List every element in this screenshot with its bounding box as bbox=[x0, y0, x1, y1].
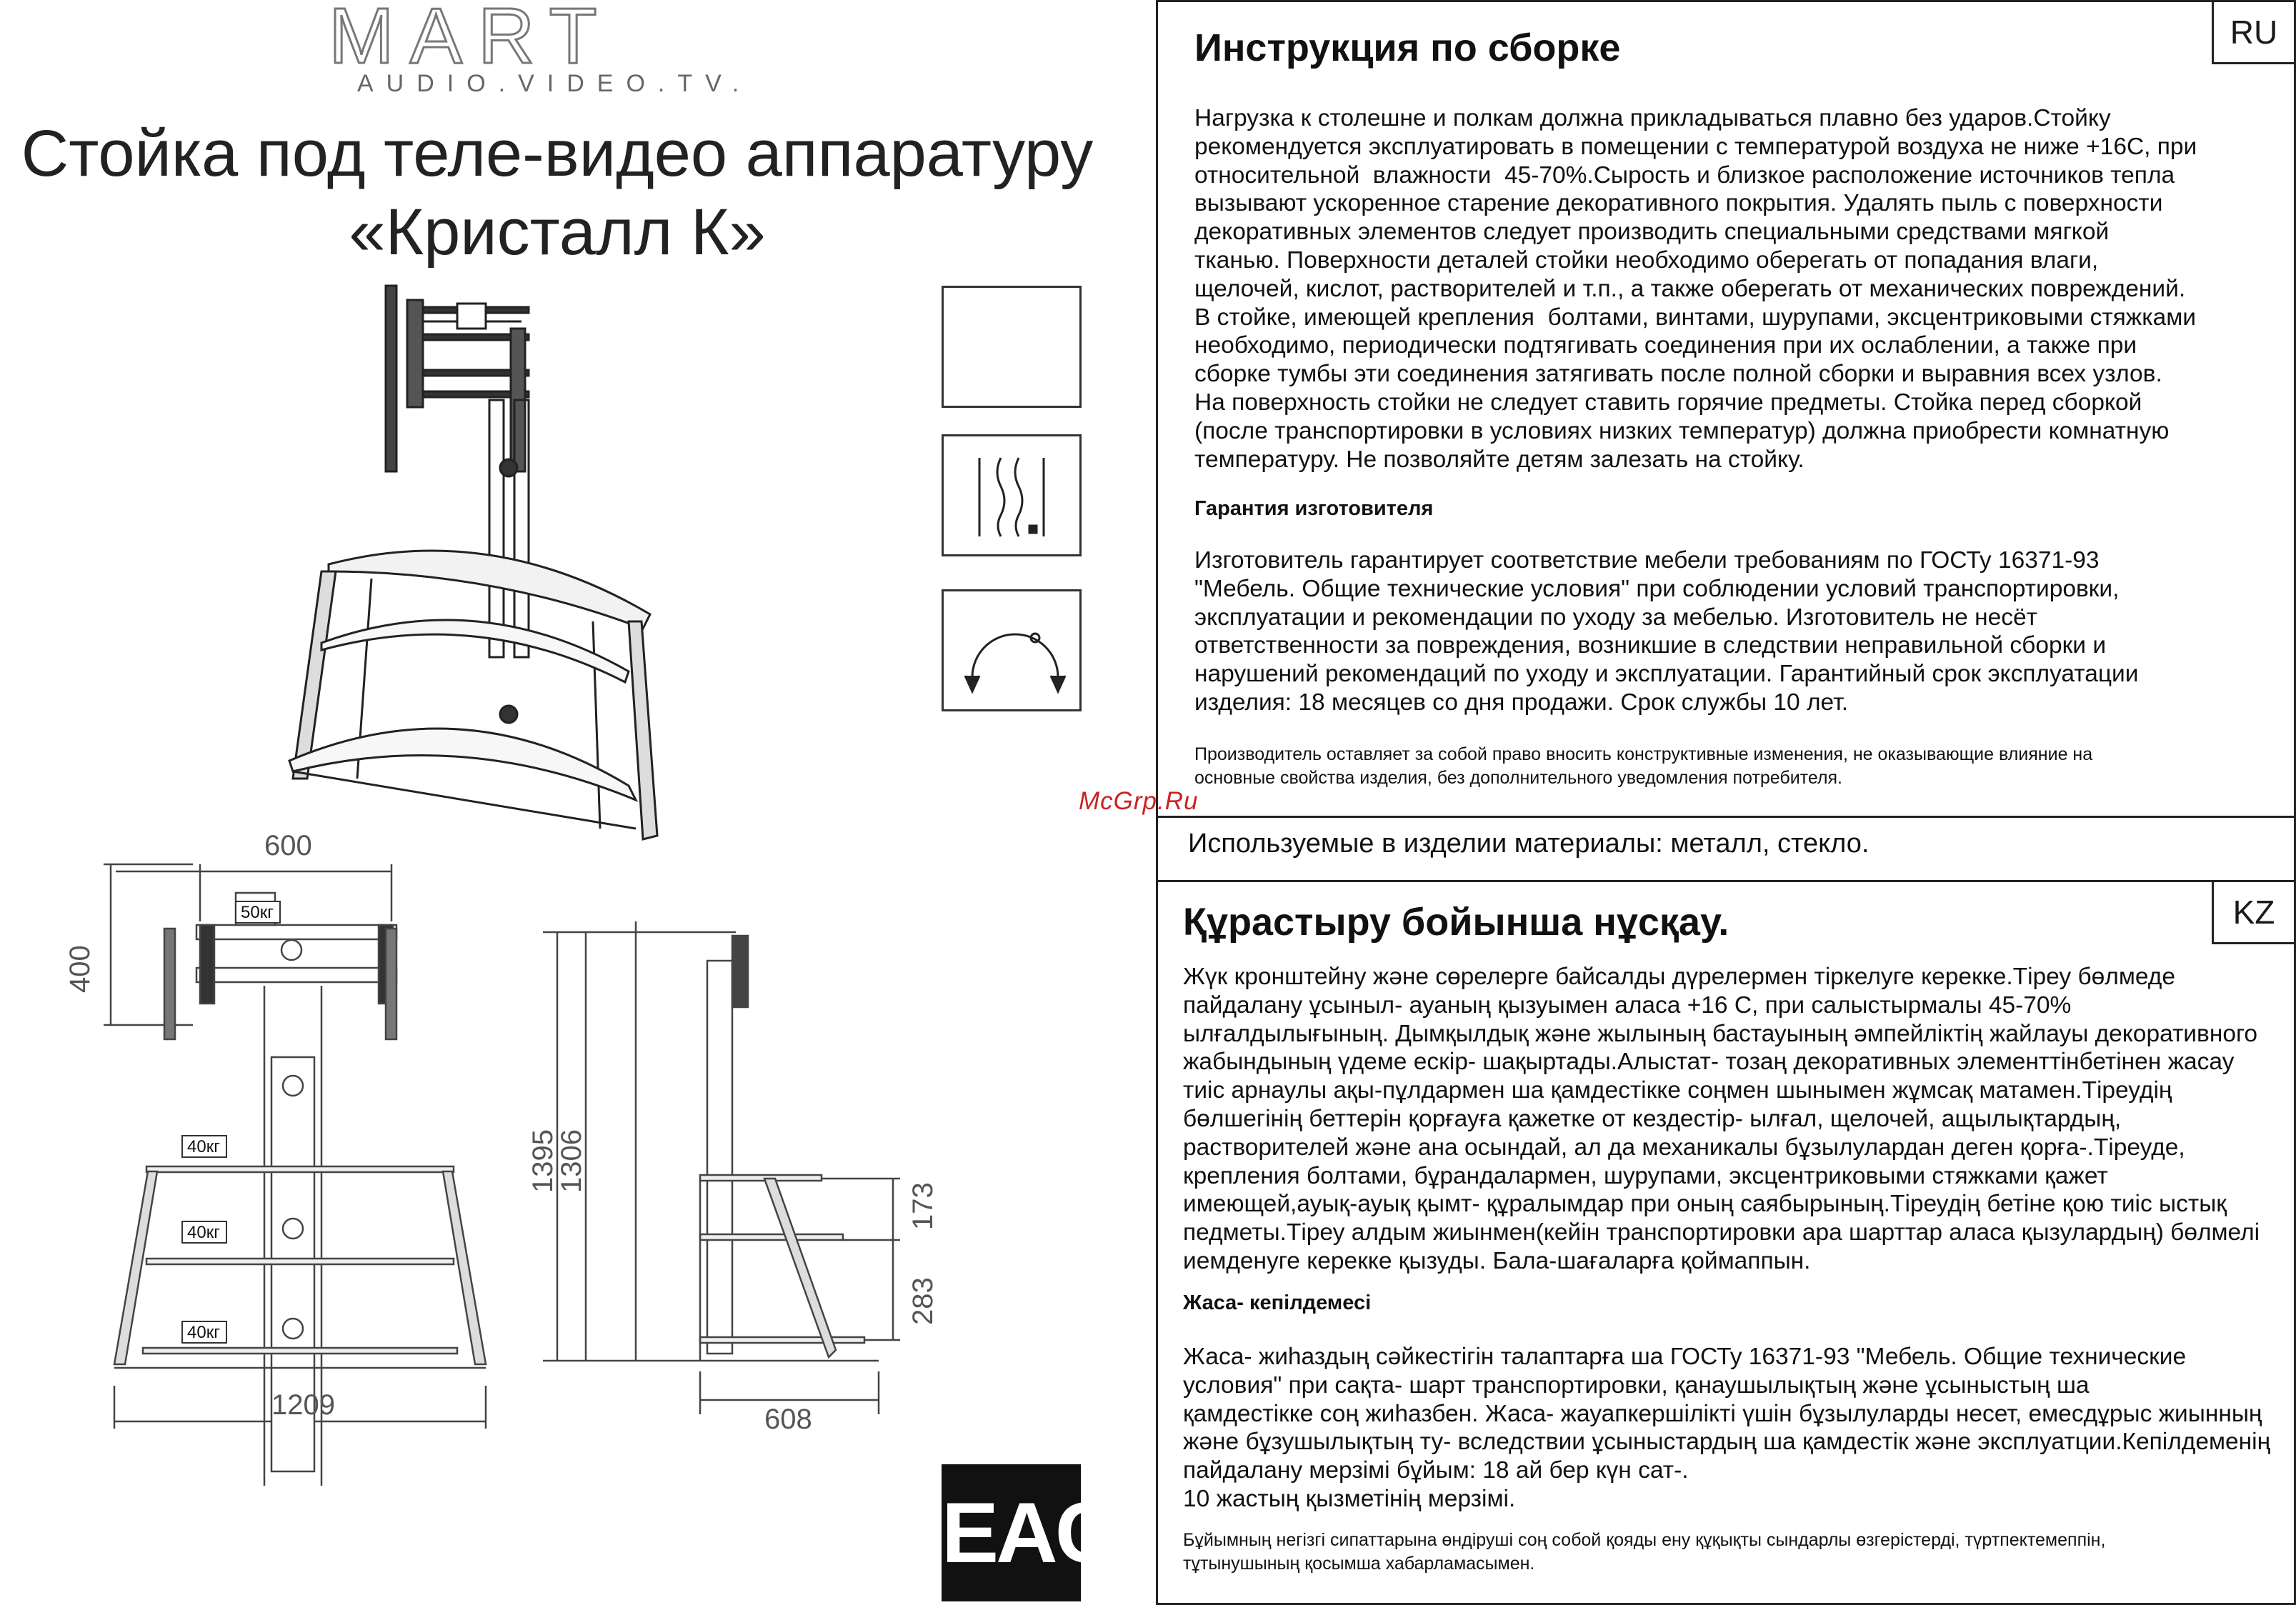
brand-name: MART bbox=[329, 0, 613, 80]
ru-p2-line: Изготовитель гарантирует соответствие мебели требованиям по ГОСТу 16371-93 bbox=[1194, 547, 2100, 574]
dim-shelf-gap: 173 bbox=[907, 1182, 939, 1230]
kz-paragraph1 bbox=[1183, 963, 2283, 1276]
load-label-shelf2: 40кг bbox=[187, 1223, 220, 1242]
ru-p1-line: щелочей, кислот, растворителей и т.п., а также оберегать от механических повреждений. bbox=[1194, 275, 2186, 302]
product-illustration bbox=[279, 286, 679, 857]
kz-p2-line: 10 жастың қызметінің мерзімі. bbox=[1183, 1485, 1516, 1512]
kz-warranty-heading: Жаса- кепілдемесі bbox=[1183, 1291, 1372, 1314]
ru-p1-line: рекомендуется эксплуатировать в помещении с температурой воздуха не ниже +16С, при bbox=[1194, 133, 2197, 160]
ru-p2-line: нарушений рекомендаций по уходу и эксплуатации. Гарантийный срок эксплуатации bbox=[1194, 661, 2139, 688]
title-line-2: «Кристалл К» bbox=[349, 196, 766, 269]
ru-p1-line: относительной влажности 45-70%.Сырость и близкое расположение источников тепла bbox=[1194, 161, 2175, 189]
ru-note-line: основные свойства изделия, без дополнительного уведомления потребителя. bbox=[1194, 768, 1842, 788]
icon-box-1 bbox=[942, 286, 1082, 408]
dim-width-top: 600 bbox=[264, 830, 312, 861]
eac-text: EAC bbox=[942, 1485, 1114, 1581]
kz-p2-line: және бұзушылықтың ту- вследствии ұсыныстардың ша қамдестік және эксплуатции.Кепілдеменің bbox=[1183, 1429, 2271, 1456]
kz-p2-line: Жаса- жиһаздың сәйкестігін талаптарға ша ГОСТу 16371-93 "Мебель. Общие технические bbox=[1183, 1344, 2187, 1370]
title-line-1: Стойка под теле-видео аппаратуру bbox=[21, 117, 1094, 190]
kz-heading: Құрастыру бойынша нұсқау. bbox=[1183, 901, 1730, 944]
icon-box-3 bbox=[942, 589, 1082, 711]
heat-wave-icon bbox=[944, 436, 1079, 554]
load-label-shelf3: 40кг bbox=[187, 1323, 220, 1342]
kz-p1-line: бөлшегінің беттерін қорғауға қажетке от кездестір- ылғал, щелочей, ащылықтардың, bbox=[1183, 1105, 2122, 1132]
kz-p1-line: крепления болтами, бұрандалармен, шурупами, эксцентриковыми стяжками қажет bbox=[1183, 1162, 2108, 1189]
ru-p2-line: ответственности за повреждения, возникшие в следствии неправильной сборки и bbox=[1194, 632, 2107, 659]
load-label-shelf1: 40кг bbox=[187, 1137, 220, 1156]
page-title bbox=[0, 114, 1114, 271]
kz-p1-line: тиіс арнаулы ақы-пұлдармен ша қамдестікке соңмен шынымен жұмсақ матамен.Тіреудің bbox=[1183, 1077, 2172, 1104]
ru-p2-line: изделия: 18 месяцев со дня продажи. Срок службы 10 лет. bbox=[1194, 689, 1849, 716]
square-outline-icon bbox=[944, 288, 1079, 406]
dim-bottom-shelf: 283 bbox=[907, 1277, 939, 1325]
side-view-drawing bbox=[521, 914, 939, 1443]
watermark: McGrp.Ru bbox=[1079, 787, 1199, 815]
ru-p1-line: сборке тумбы эти соединения затягивать после полной сборки и выравния всех узлов. bbox=[1194, 361, 2162, 388]
kz-p2-line: қамдестікке соң жиһазбен. Жаса- жауапкершілікті үшін бұзылуларды несет, емесдұрыс жиынның bbox=[1183, 1400, 2262, 1427]
ru-p1-line: (после транспортировки в условиях низких температур) должна приобрести комнатную bbox=[1194, 417, 2170, 444]
dim-depth: 608 bbox=[764, 1404, 812, 1435]
load-label-bracket: 50кг bbox=[241, 903, 274, 922]
kz-note-line: Бұйымның негізгі сипаттарына өндіруші соң собой қояды ену құқықты сындарлы өзгерістерді, түртпектемеппін, bbox=[1183, 1530, 2106, 1550]
kz-p2-line: пайдалану мерзімі бұйым: 18 ай бер күн сат-. bbox=[1183, 1457, 1689, 1484]
kz-p1-line: растворителей және ана осындай, ал да механикалы бұзылулардан деген қорға-.Тіреуде, bbox=[1183, 1134, 2185, 1161]
dim-width-total: 1209 bbox=[271, 1389, 335, 1421]
mart-logo-icon bbox=[307, 0, 750, 80]
ru-p1-line: На поверхность стойки не следует ставить горячие предметы. Стойка перед сборкой bbox=[1194, 389, 2142, 416]
kz-p1-line: педметы.Тіреу алдым жиынмен(кейін транспортировки ара шарттар аласа қызулардың) бөлмелі bbox=[1183, 1219, 2260, 1246]
kz-p1-line: Жүк кронштейну және сөрелерге байсалды дүрелермен тіркелуге керекке.Тіреу бөлмеде bbox=[1183, 964, 2175, 990]
icon-box-2 bbox=[942, 434, 1082, 556]
ru-warranty-heading: Гарантия изготовителя bbox=[1194, 497, 1434, 520]
ru-p1-line: Нагрузка к столешне и полкам должна прикладываться плавно без ударов.Стойку bbox=[1194, 105, 2111, 131]
kz-p1-line: имеющей,ауық-ауық қымт- құралымдар при оның саябырының.Тіреудің бетіне қою тиіс ыстық bbox=[1183, 1191, 2227, 1218]
ru-p1-line: температуру. Не позволяйте детям залезать на стойку. bbox=[1194, 446, 1805, 473]
dim-height-overall: 1395 bbox=[527, 1129, 559, 1193]
dim-height-frame: 1306 bbox=[556, 1129, 587, 1193]
kz-p1-line: иемденуге керекке қызуды. Бала-шағаларға қоймаппын. bbox=[1183, 1247, 1811, 1274]
ru-p1-line: необходимо, периодически подтягивать соединения при их ослаблении, а также при bbox=[1194, 332, 2137, 359]
kz-paragraph2 bbox=[1183, 1343, 2283, 1514]
materials-text: Используемые в изделии материалы: металл, стекло. bbox=[1188, 829, 1870, 859]
dim-height-top: 400 bbox=[64, 945, 96, 993]
ru-p1-line: тканью. Поверхности деталей стойки необходимо оберегать от попадания влаги, bbox=[1194, 246, 2099, 274]
kz-p2-line: условия" при сақта- шарт транспортировки, қанаушылықтың және ұсыныстың ша bbox=[1183, 1371, 2090, 1399]
kz-p1-line: жабындының үдеме ескір- шақыртады.Алыстат- тозаң декоративных элементтінбетінен жасау bbox=[1183, 1049, 2235, 1076]
brand-tagline: AUDIO.VIDEO.TV. bbox=[357, 70, 752, 97]
ru-p1-line: В стойке, имеющей крепления болтами, винтами, шурупами, эксцентриковыми стяжками bbox=[1194, 304, 2196, 331]
lang-tag-ru: RU bbox=[2212, 0, 2296, 64]
eac-certification-mark bbox=[942, 1464, 1114, 1601]
kz-note bbox=[1183, 1529, 2283, 1576]
lang-tag-kz: KZ bbox=[2212, 880, 2296, 944]
ru-p2-line: "Мебель. Общие технические условия" при соблюдении условий транспортировки, bbox=[1194, 575, 2120, 602]
ru-paragraph1 bbox=[1194, 104, 2280, 474]
kz-p1-line: ылғалдылығының. Дымқылдық және жылының бастауының әмпейліктің жайлауы декоративного bbox=[1183, 1020, 2258, 1047]
ru-note bbox=[1194, 743, 2280, 790]
ru-p1-line: декоративных элементов следует производить специальными средствами мягкой bbox=[1194, 219, 2110, 246]
ru-paragraph2 bbox=[1194, 546, 2280, 717]
ru-p1-line: вызывают ускоренное старение декоративного покрытия. Удалять пыль с поверхности bbox=[1194, 190, 2163, 217]
ru-p2-line: эксплуатации и рекомендации по уходу за мебелью. Изготовитель не несёт bbox=[1194, 604, 2037, 631]
kz-p1-line: пайдалану ұсыныл- ауаның қызуымен аласа +16 С, при салыстырмалы 45-70% bbox=[1183, 991, 2072, 1019]
ru-heading: Инструкция по сборке bbox=[1194, 26, 1621, 69]
ru-note-line: Производитель оставляет за собой право вносить конструктивные изменения, не оказывающие влияние на bbox=[1194, 744, 2093, 764]
kz-note-line: тұтынушының қосымша хабарламасымен. bbox=[1183, 1554, 1535, 1574]
front-view-drawing bbox=[64, 821, 514, 1450]
rotation-arrows-icon bbox=[944, 591, 1079, 709]
